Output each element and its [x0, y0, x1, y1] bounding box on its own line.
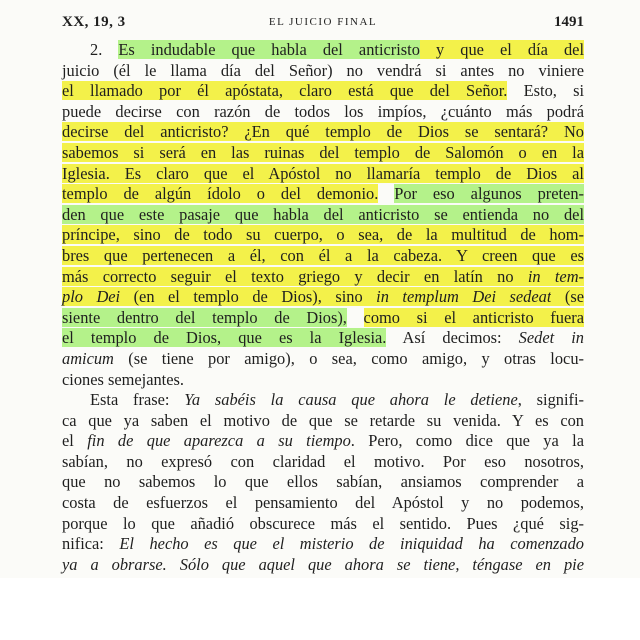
text-segment — [347, 308, 364, 327]
highlighted-text: como si el anticristo fuera — [363, 307, 584, 327]
text-segment: Esto, si — [507, 81, 585, 101]
body-text — [62, 40, 584, 610]
chapter-reference: XX, 19, 3 — [62, 14, 126, 30]
text-line — [62, 472, 584, 493]
page-header — [62, 14, 584, 34]
text-segment: El hecho es que el misterio de iniquidad ha comenzado — [119, 534, 585, 554]
text-segment: Ya sabéis la causa que ahora le detiene — [184, 390, 518, 410]
highlighted-text: in tem- — [527, 266, 584, 286]
text-line — [62, 493, 584, 514]
text-line — [62, 164, 584, 185]
text-line — [62, 40, 584, 61]
text-segment: Así decimos: — [386, 328, 519, 348]
highlighted-text: (en el templo de Dios), sino — [120, 287, 377, 307]
text-line — [62, 452, 584, 473]
text-segment: ca que ya saben el motivo de que se retarde su venida. Y es con — [62, 410, 584, 430]
text-line — [62, 411, 584, 432]
text-line — [62, 184, 584, 205]
text-line — [62, 267, 584, 288]
highlighted-text: Es indudable que habla del anticristo — [118, 40, 420, 59]
text-segment: sabían, no expresó con claridad el motivo. Por eso nosotros, — [62, 451, 584, 471]
text-line — [62, 61, 584, 82]
text-line — [62, 370, 584, 391]
text-line — [62, 349, 584, 370]
highlighted-text: (se — [551, 287, 584, 307]
text-line — [62, 205, 584, 226]
text-segment — [378, 184, 394, 203]
text-segment: nifica: — [62, 534, 120, 554]
highlighted-text: templo de algún ídolo o del demonio. — [62, 184, 379, 204]
highlighted-text: Por eso algunos preten- — [394, 184, 584, 204]
text-segment: ciones semejantes. — [62, 369, 184, 389]
highlighted-text: decirse del anticristo? ¿En qué templo de Dios se sentará? No — [62, 122, 584, 142]
text-line — [62, 514, 584, 535]
running-title: EL JUICIO FINAL — [268, 16, 378, 28]
highlighted-text: Y creen que es — [442, 245, 584, 265]
text-line — [62, 534, 584, 555]
highlighted-text: sabemos si será en las ruinas del templo de Salomón o en la — [62, 142, 584, 162]
text-segment: que no sabemos lo que ellos sabían, ansiamos comprender a — [62, 472, 584, 492]
highlighted-text: den que este pasaje que habla del anticristo se entienda no del — [62, 204, 584, 224]
text-segment: Sedet in — [518, 328, 584, 348]
text-segment: Esta frase: — [90, 390, 185, 410]
text-line — [62, 122, 584, 143]
text-line — [62, 81, 584, 102]
text-segment: porque lo que añadió obscurece más el sentido. Pues ¿qué sig- — [62, 513, 584, 533]
page-number: 1491 — [554, 14, 584, 30]
highlighted-text: y que el día del — [419, 40, 584, 59]
highlighted-text: Iglesia. Es claro que el Apóstol no llamaría templo de Dios al — [62, 163, 584, 183]
text-line — [62, 225, 584, 246]
text-segment: , signifi- — [517, 390, 584, 410]
text-segment: juicio (él le llama día del Señor) no vendrá si antes no viniere — [62, 60, 584, 80]
highlighted-text: siente dentro del templo de Dios), — [62, 307, 347, 327]
text-segment: costa de esfuerzos el pensamiento del Apóstol y no podemos, — [62, 493, 584, 513]
text-segment: fin de que aparezca a su tiempo — [87, 431, 351, 451]
text-line — [62, 555, 584, 576]
highlighted-text: más correcto seguir el texto griego y decir en latín no — [62, 266, 528, 286]
text-line — [62, 308, 584, 329]
highlighted-text: príncipe, sino de todo su cuerpo, o sea, de la multitud de hom- — [62, 225, 584, 245]
text-segment: puede decirse con razón de todos los impíos, ¿cuánto más podrá — [62, 101, 584, 121]
text-segment: el — [62, 431, 88, 451]
text-segment: amicum — [62, 348, 114, 368]
highlighted-text: bres que pertenecen a él, con él a la cabeza. — [62, 245, 443, 265]
highlighted-text: el templo de Dios, que es la Iglesia. — [62, 328, 387, 348]
text-segment: . Pero, como dice que ya la — [350, 431, 584, 451]
highlighted-text: el llamado por él apóstata, claro está que del Señor. — [62, 81, 508, 101]
highlighted-text: plo Dei — [62, 287, 121, 307]
text-segment: (se tiene por amigo), o sea, como amigo, y otras locu- — [113, 348, 584, 368]
text-line — [62, 431, 584, 452]
text-line — [62, 328, 584, 349]
highlighted-text: in templum Dei sedeat — [376, 287, 552, 307]
text-line — [62, 143, 584, 164]
text-line — [62, 102, 584, 123]
text-segment: ya a obrarse. Sólo que aquel que ahora se tiene, téngase en pie — [62, 554, 584, 574]
text-line — [62, 390, 584, 411]
text-segment: 2. — [90, 40, 119, 59]
page-bottom-margin — [0, 578, 640, 640]
text-line — [62, 287, 584, 308]
text-line — [62, 246, 584, 267]
